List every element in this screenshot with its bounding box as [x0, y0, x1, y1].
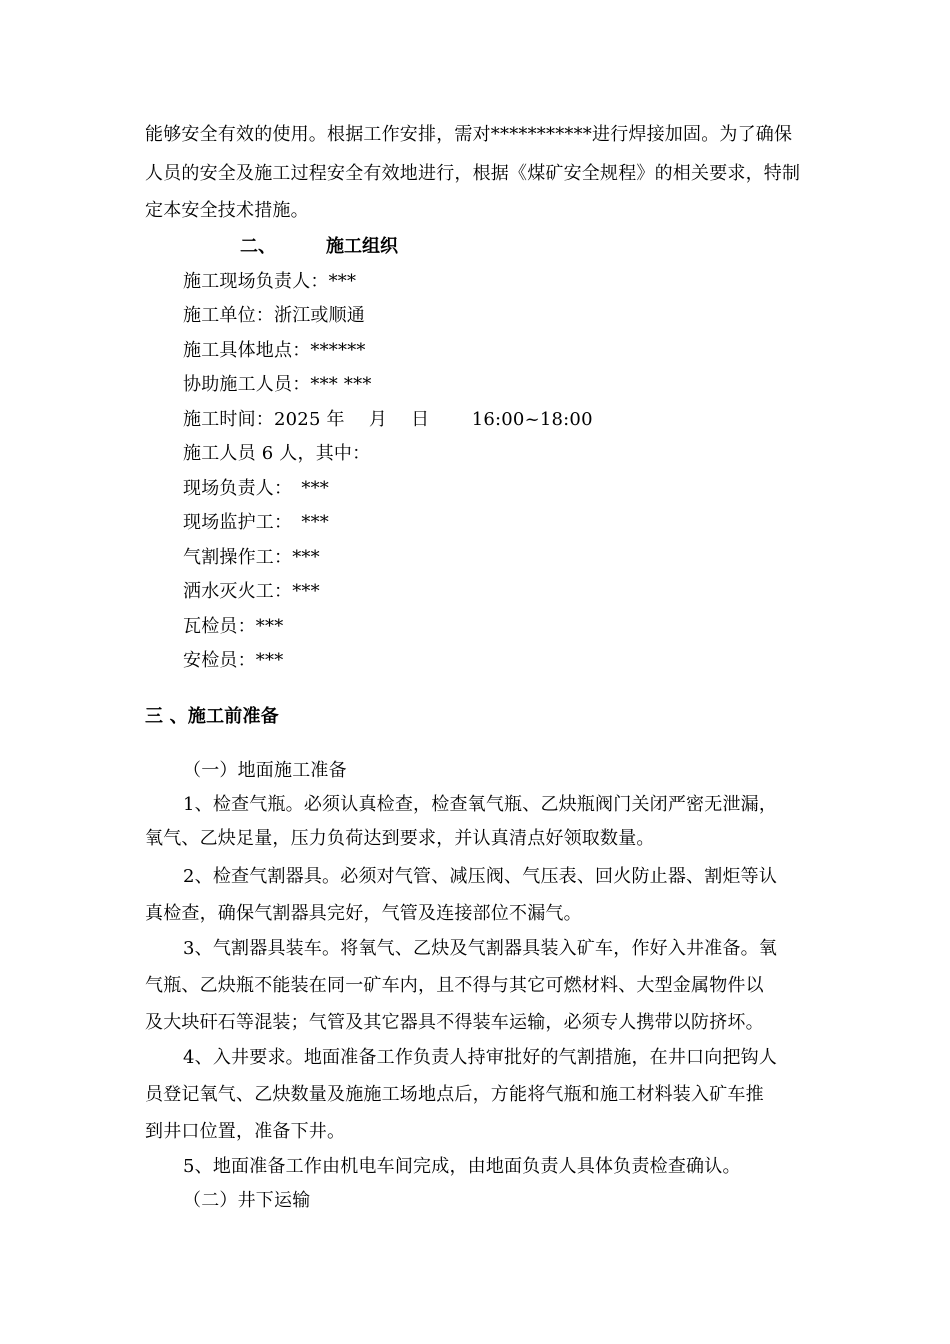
para-1-line-2: 氧气、乙炔足量，压力负荷达到要求，并认真清点好领取数量。 [145, 828, 655, 849]
intro-line-1: 能够安全有效的使用。根据工作安排，需对***********进行焊接加固。为了确保 [145, 124, 793, 145]
item-safety-inspector: 安检员：*** [183, 650, 284, 671]
para-3-line-1: 3、气割器具装车。将氧气、乙炔及气割器具装入矿车，作好入井准备。氧 [183, 938, 778, 959]
section-2-title: 施工组织 [326, 236, 398, 257]
para-5: 5、地面准备工作由机电车间完成，由地面负责人具体负责检查确认。 [183, 1156, 741, 1177]
item-construction-unit: 施工单位：浙江或顺通 [183, 305, 365, 326]
subsection-1-heading: （一）地面施工准备 [183, 760, 347, 781]
para-3-line-3: 及大块矸石等混装；气管及其它器具不得装车运输，必须专人携带以防挤坏。 [145, 1012, 764, 1033]
item-assistants: 协助施工人员：*** *** [183, 374, 372, 395]
para-4-line-3: 到井口位置，准备下井。 [145, 1121, 346, 1142]
subsection-2-heading: （二）井下运输 [183, 1190, 311, 1211]
intro-line-2: 人员的安全及施工过程安全有效地进行，根据《煤矿安全规程》的相关要求，特制 [145, 163, 801, 184]
item-gas-inspector: 瓦检员：*** [183, 616, 284, 637]
section-2-heading [240, 236, 398, 258]
para-3-line-2: 气瓶、乙炔瓶不能装在同一矿车内，且不得与其它可燃材料、大型金属物件以 [145, 975, 764, 996]
item-personnel-count: 施工人员 6 人，其中： [183, 443, 371, 464]
item-time: 施工时间：2025 年 月 日 16:00~18:00 [183, 409, 593, 430]
intro-line-3: 定本安全技术措施。 [145, 200, 309, 221]
para-4-line-2: 员登记氧气、乙炔数量及施施工场地点后，方能将气瓶和施工材料装入矿车推 [145, 1084, 764, 1105]
item-fire-watch: 洒水灭火工：*** [183, 581, 320, 602]
item-location: 施工具体地点：****** [183, 340, 366, 361]
para-1-line-1: 1、检查气瓶。必须认真检查，检查氧气瓶、乙炔瓶阀门关闭严密无泄漏， [183, 794, 778, 815]
item-on-site-supervisor: 现场负责人： *** [183, 478, 329, 499]
para-2-line-2: 真检查，确保气割器具完好，气管及连接部位不漏气。 [145, 903, 582, 924]
section-2-number: 二、 [240, 236, 276, 257]
section-3-heading: 三 、施工前准备 [145, 706, 279, 727]
item-site-supervisor: 施工现场负责人：*** [183, 271, 357, 292]
item-cutter: 气割操作工：*** [183, 547, 320, 568]
item-monitor: 现场监护工： *** [183, 512, 329, 533]
para-4-line-1: 4、入井要求。地面准备工作负责人持审批好的气割措施，在井口向把钩人 [183, 1047, 778, 1068]
para-2-line-1: 2、检查气割器具。必须对气管、减压阀、气压表、回火防止器、割炬等认 [183, 866, 778, 887]
